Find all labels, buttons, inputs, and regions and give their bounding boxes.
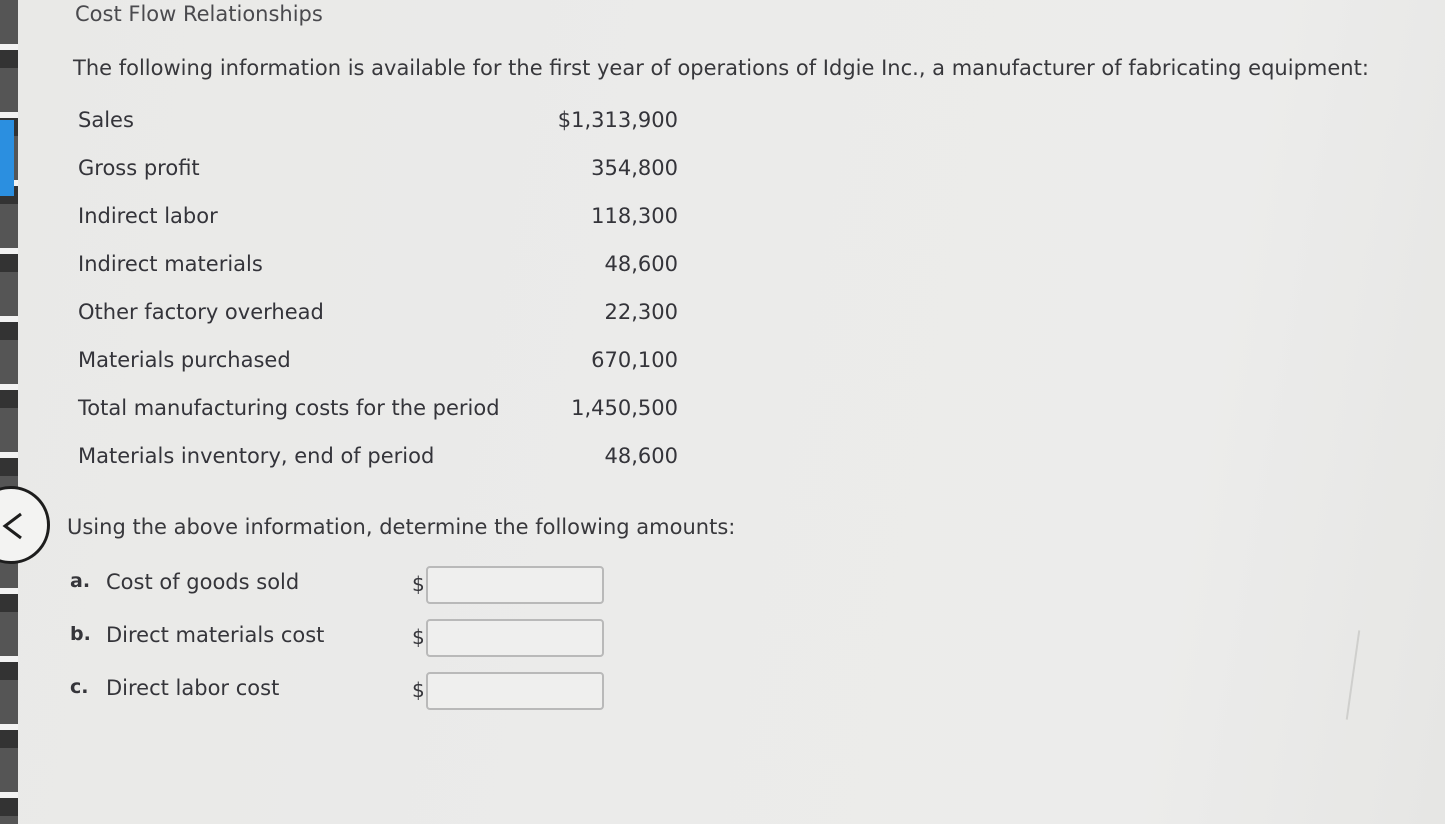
row-label: Indirect labor [78,204,218,228]
answer-letter: b. [70,623,91,645]
table-row [74,248,684,296]
row-value: 118,300 [591,204,678,228]
row-label: Other factory overhead [78,300,324,324]
row-value: 48,600 [604,252,678,276]
answer-letter: c. [70,676,89,698]
row-label: Materials inventory, end of period [78,444,435,468]
question-prompt: Using the above information, determine the following amounts: [67,515,736,539]
page-title: Cost Flow Relationships [75,2,323,26]
chevron-left-icon [1,511,25,541]
answer-label: Direct materials cost [106,623,325,647]
row-value: 354,800 [591,156,678,180]
table-row [74,152,684,200]
answer-row-direct-materials [70,619,630,672]
currency-symbol: $ [412,678,425,702]
row-label: Total manufacturing costs for the period [78,396,500,420]
row-value: 670,100 [591,348,678,372]
answer-label: Cost of goods sold [106,570,300,594]
intro-text: The following information is available for the first year of operations of Idgie Inc., a manufacturer of fabricating equipment: [73,56,1369,80]
currency-symbol: $ [412,625,425,649]
data-table [74,104,684,488]
direct-materials-cost-input[interactable] [426,619,604,657]
row-label: Sales [78,108,134,132]
row-value: 48,600 [604,444,678,468]
row-label: Indirect materials [78,252,263,276]
row-label: Gross profit [78,156,200,180]
row-value: 1,450,500 [571,396,678,420]
table-row [74,392,684,440]
left-window-strip [0,0,18,824]
answer-list [70,566,630,725]
strip-accent [0,120,14,196]
row-label: Materials purchased [78,348,291,372]
answer-row-cogs [70,566,630,619]
table-row [74,200,684,248]
table-row [74,296,684,344]
row-value: 22,300 [604,300,678,324]
currency-symbol: $ [412,572,425,596]
cost-of-goods-sold-input[interactable] [426,566,604,604]
answer-label: Direct labor cost [106,676,280,700]
table-row [74,104,684,152]
answer-row-direct-labor [70,672,630,725]
row-value: $1,313,900 [557,108,678,132]
table-row [74,440,684,488]
table-row [74,344,684,392]
direct-labor-cost-input[interactable] [426,672,604,710]
answer-letter: a. [70,570,91,592]
